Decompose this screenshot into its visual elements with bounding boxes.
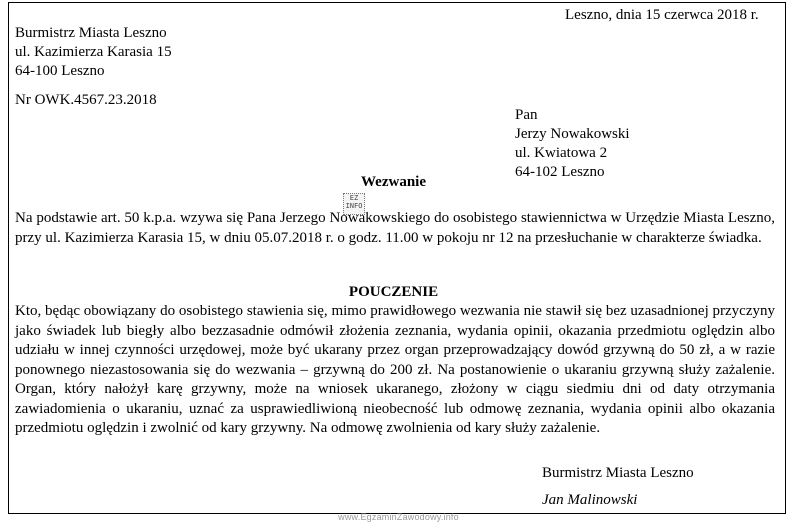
sender-street: ul. Kazimierza Karasia 15: [15, 44, 172, 60]
reference-number: Nr OWK.4567.23.2018: [15, 92, 157, 108]
recipient-street: ul. Kwiatowa 2: [515, 145, 608, 161]
sender-address: [15, 24, 172, 81]
sender-city: 64-100 Leszno: [15, 63, 105, 79]
recipient-salutation: Pan: [515, 107, 538, 123]
watermark-link[interactable]: www.EgzaminZawodowy.info: [338, 512, 459, 522]
summons-paragraph: Na podstawie art. 50 k.p.a. wzywa się Pana Jerzego Nowakowskiego do osobistego stawiennictwa w Urzędzie Miasta Leszno, przy ul. Kazimierza Karasia 15, w dniu 05.07.2018 r. o godz. 11.00 w pokoju nr 12 na przesłuchanie w charakterze świadka.: [15, 210, 775, 246]
instruction-heading: POUCZENIE: [348, 284, 439, 300]
recipient-city: 64-102 Leszno: [515, 164, 605, 180]
document-date: Leszno, dnia 15 czerwca 2018 r.: [565, 7, 759, 23]
ez-info-stamp-icon: EZ INFO: [343, 193, 365, 215]
sender-name: Burmistrz Miasta Leszno: [15, 25, 167, 41]
recipient-name: Jerzy Nowakowski: [515, 126, 630, 142]
document-title: Wezwanie: [361, 174, 426, 190]
signature-name: Jan Malinowski: [542, 492, 638, 508]
recipient-address: [515, 106, 630, 182]
signature-title: Burmistrz Miasta Leszno: [542, 465, 694, 481]
instruction-paragraph: Kto, będąc obowiązany do osobistego stawienia się, mimo prawidłowego wezwania nie stawił się bez uzasadnionej przyczyny jako świadek lub biegły albo bezzasadnie odmówił złożenia zeznania, wydania opinii, okazania przedmiotu oględzin albo udziału w innej czynności urzędowej, może być ukarany przez organ przeprowadzający dowód grzywną do 50 zł, a w razie ponownego niezastosowania się do wezwania – grzywną do 200 zł. Na postanowienie o ukaraniu grzywną służy zażalenie. Organ, który nałożył karę grzywny, może na wniosek ukaranego, złożony w ciągu siedmiu dni od daty otrzymania zawiadomienia o ukaraniu, uznać za usprawiedliwioną nieobecność lub odmowę zeznania, wydania opinii albo okazania przedmiotu oględzin i zwolnić od kary grzywny. Na odmowę zwolnienia od kary służy zażalenie.: [15, 303, 775, 436]
